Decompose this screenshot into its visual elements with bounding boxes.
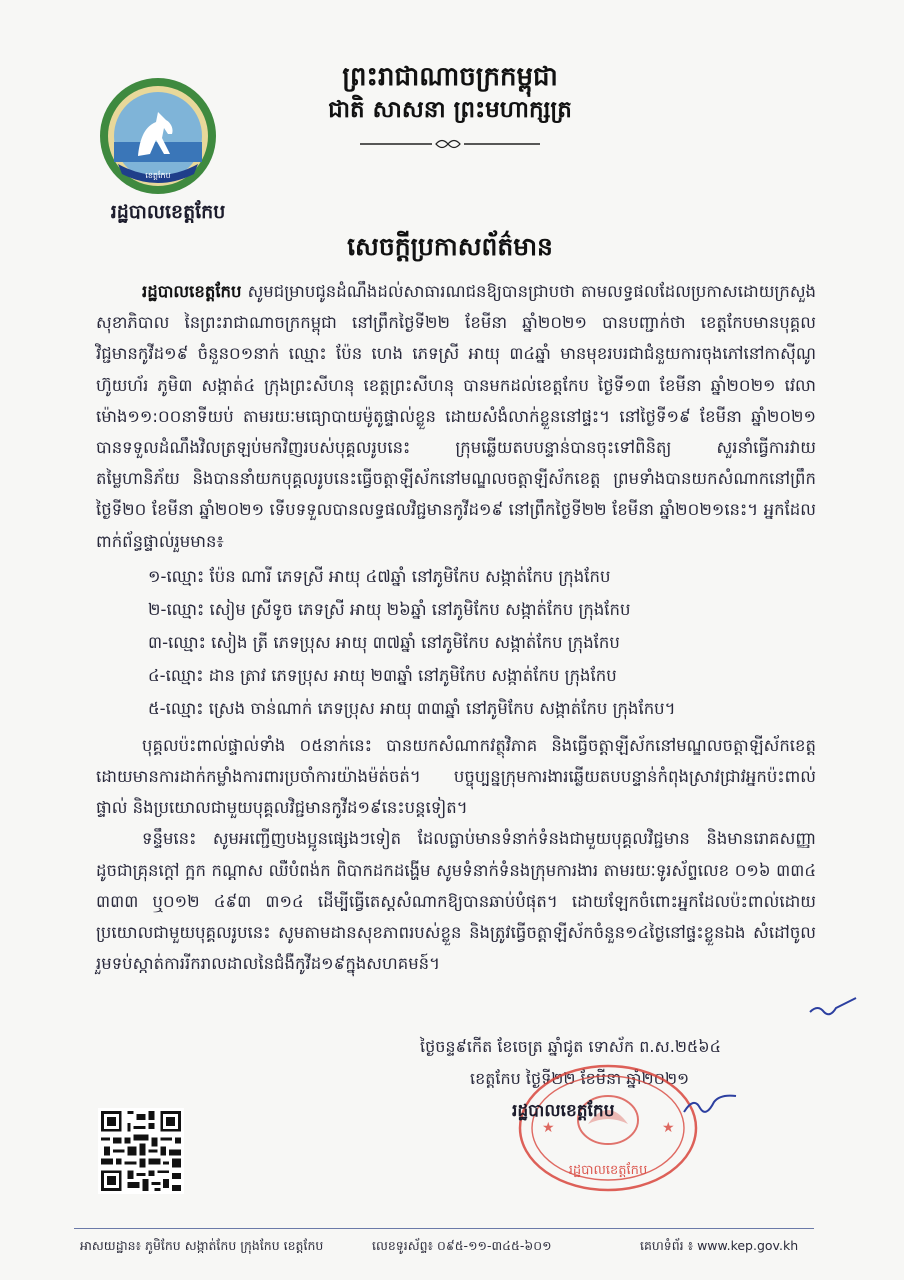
ornament-divider-icon: [360, 137, 540, 151]
kingdom-motto: ជាតិ សាសនា ព្រះមហាក្សត្រ: [328, 97, 572, 123]
list-item: ៣-ឈ្មោះ សៀង ត្រី ភេទប្រុស អាយុ ៣៧ឆ្នាំ នៅភូមិកែប សង្កាត់កែប ក្រុងកែប: [148, 632, 620, 652]
kingdom-header: [300, 60, 600, 126]
footer-phone: លេខទូរស័ព្ទ៖ ០៩៥-១១-៣៤៥-៦០១: [372, 1238, 552, 1253]
footer-address: អាសយដ្ឋាន៖ ភូមិកែប សង្កាត់កែប ក្រុងកែប ខេត្តកែប: [80, 1238, 324, 1253]
seal-text: រដ្ឋបាលខេត្តកែប: [568, 1163, 648, 1178]
footer-website: គេហទំព័រ ៖ www.kep.gov.kh: [640, 1238, 799, 1253]
qr-code-icon: [98, 1108, 184, 1194]
organization-name: រដ្ឋបាលខេត្តកែប: [110, 201, 226, 223]
signature-icon: [680, 1090, 740, 1120]
official-seal-icon: [516, 1062, 700, 1194]
list-item: ៥-ឈ្មោះ ស្រេង ចាន់ណាក់ ភេទប្រុស អាយុ ៣៣ឆ្នាំ នៅភូមិកែប សង្កាត់កែប ក្រុងកែប។: [148, 698, 676, 718]
svg-text:★: ★: [542, 1120, 555, 1136]
document-title: សេចក្តីប្រកាសព័ត៌មាន: [347, 232, 553, 261]
direct-contacts-list: [96, 560, 816, 725]
advice-paragraph: ទន្ទឹមនេះ សូមអញ្ជើញបងប្អូនផ្សេងៗទៀត ដែលធ្លាប់មានទំនាក់ទំនងជាមួយបុគ្គលវិជ្ជមាន និងមានរោគសញ្ញា ដូចជាគ្រុនក្តៅ ក្អក កណ្តាស ឈឺបំពង់ក ពិបាកដកដង្ហើម សូមទំនាក់ទំនងក្រុមការងារ តាមរយៈទូរស័ព្ទលេខ ០១៦ ៣៣៤ ៣៣៣ ឬ០១២ ៤៩៣ ៣១៤ ដើម្បីធ្វើតេស្តសំណាកឱ្យបានឆាប់បំផុត។ ដោយឡែកចំពោះអ្នកដែលប៉ះពាល់ដោយប្រយោលជាមួយបុគ្គលរូបនេះ សូមតាមដានសុខភាពរបស់ខ្លួន និងត្រូវធ្វើចត្តាឡីស័កចំនួន១៤ថ្ងៃនៅផ្ទះខ្លួនឯង សំដៅចូលរួមទប់ស្កាត់ការរីករាលដាលនៃជំងឺកូវីដ១៩ក្នុងសហគមន៍។: [96, 829, 816, 974]
quarantine-paragraph: បុគ្គលប៉ះពាល់ផ្ទាល់ទាំង ០៥នាក់នេះ បានយកសំណាកវត្ថុវិភាគ និងធ្វើចត្តាឡីស័កនៅមណ្ឌលចត្តាឡីស័កខេត្តដោយមានការដាក់កម្លាំងការពារប្រចាំការយ៉ាងម៉ត់ចត់។ បច្ចុប្បន្នក្រុមការងារឆ្លើយតបបន្ទាន់កំពុងស្រាវជ្រាវអ្នកប៉ះពាល់ផ្ទាល់ និងប្រយោលជាមួយបុគ្គលវិជ្ជមានកូវីដ១៩នេះបន្តទៀត។: [96, 735, 816, 818]
list-item: ៤-ឈ្មោះ ដាន ត្រាវ ភេទប្រុស អាយុ ២៣ឆ្នាំ នៅភូមិកែប សង្កាត់កែប ក្រុងកែប: [148, 665, 617, 685]
solar-date: ខេត្តកែប ថ្ងៃទី២២ ខែមីនា ឆ្នាំ២០២១: [470, 1069, 690, 1088]
list-item: ២-ឈ្មោះ សៀម ស្រីទូច ភេទស្រី អាយុ ២៦ឆ្នាំ នៅភូមិកែប សង្កាត់កែប ក្រុងកែប: [148, 599, 631, 619]
footer-divider: [74, 1228, 814, 1229]
intro-text: សូមជម្រាបជូនដំណឹងដល់សាធារណជនឱ្យបានជ្រាបថា តាមលទ្ធផលដែលប្រកាសដោយក្រសួងសុខាភិបាល នៃព្រះរាជាណាចក្រកម្ពុជា នៅព្រឹកថ្ងៃទី២២ ខែមីនា ឆ្នាំ២០២១ បានបញ្ជាក់ថា ខេត្តកែបមានបុគ្គលវិជ្ជមានកូវីដ១៩ ចំនួន០១នាក់ ឈ្មោះ ប៉ែន ហេង ភេទស្រី អាយុ ៣៤ឆ្នាំ មានមុខរបរជាជំនួយការចុងភៅនៅកាស៊ីណូ ហ៊ូយហ័រ ភូមិ៣ សង្កាត់៤ ក្រុងព្រះសីហនុ ខេត្តព្រះសីហនុ បានមកដល់ខេត្តកែប ថ្ងៃទី១៣ ខែមីនា ឆ្នាំ២០២១ វេលាម៉ោង១១:០០នាទីយប់ តាមរយៈមធ្យោបាយម៉ូតូផ្ទាល់ខ្លួន ដោយសំងំលាក់ខ្លួននៅផ្ទះ។ នៅថ្ងៃទី១៩ ខែមីនា ឆ្នាំ២០២១ បានទទួលដំណឹងវិលត្រឡប់មកវិញរបស់បុគ្គលរូបនេះ ក្រុមឆ្លើយតបបន្ទាន់បានចុះទៅពិនិត្យ សួរនាំធ្វើការវាយតម្លៃហានិភ័យ និងបាននាំយកបុគ្គលរូបនេះធ្វើចត្តាឡីស័កនៅមណ្ឌលចត្តាឡីស័កខេត្ត ព្រមទាំងបានយកសំណាកនៅព្រឹកថ្ងៃទី២០ ខែមីនា ឆ្នាំ២០២១ ទើបទទួលបានលទ្ធផលវិជ្ជមានកូវីដ១៩ នៅព្រឹកថ្ងៃទី២២ ខែមីនា ឆ្នាំ២០២១នេះ។ អ្នកដែលពាក់ព័ន្ធផ្ទាល់រួមមាន៖: [96, 282, 816, 551]
list-item: ១-ឈ្មោះ ប៉ែន ណារី ភេទស្រី អាយុ ៤៧ឆ្នាំ នៅភូមិកែប សង្កាត់កែប ក្រុងកែប: [148, 566, 611, 586]
kep-province-logo: [98, 76, 218, 196]
announcement-body: [96, 276, 816, 979]
signatory-name: រដ្ឋបាលខេត្តកែប: [512, 1101, 615, 1121]
intro-lead: រដ្ឋបាលខេត្តកែប: [142, 282, 242, 301]
intro-paragraph: [96, 276, 816, 557]
svg-text:★: ★: [662, 1120, 675, 1136]
pen-mark-icon: [808, 994, 858, 1020]
kingdom-title: ព្រះរាជាណាចក្រកម្ពុជា: [342, 62, 558, 92]
logo-banner-text: ខេត្តកែប: [145, 171, 171, 180]
lunar-date: ថ្ងៃចន្ទ៩កើត ខែចេត្រ ឆ្នាំជូត ទោស័ក ព.ស.២៥៦៤: [420, 1037, 721, 1056]
